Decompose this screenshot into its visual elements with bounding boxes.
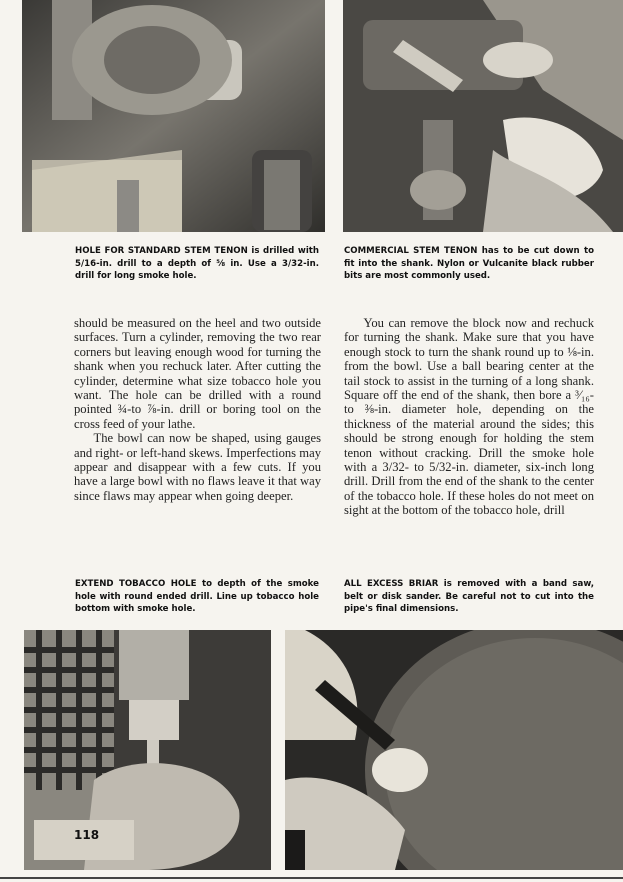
photo-drill-press xyxy=(24,630,271,870)
caption-extend-tobacco-hole: EXTEND TOBACCO HOLE to depth of the smoke hole with round ended drill. Line up tobacco hole bottom with smoke hole. xyxy=(75,579,319,615)
page-number: 118 xyxy=(74,828,100,842)
caption-all-excess-briar: ALL EXCESS BRIAR is removed with a band saw, belt or disk sander. Be careful not to cut into the pipe's final dimensions. xyxy=(344,579,594,615)
body-left-paragraph-1: should be measured on the heel and two outside surfaces. Turn a cylinder, removing the two rear corners but leaving enough wood for turning the shank when you rechuck later. After cutting the cylinder, determine what size tobacco hole you want. The hole can be drilled with a round pointed ¾-to ⅞-in. drill or boring tool on the cross feed of your lathe. xyxy=(74,316,321,431)
body-column-left xyxy=(74,316,321,503)
body-left-paragraph-2: The bowl can now be shaped, using gauges and right- or left-hand skews. Imperfections may appear and disappear with a few cuts. If you have a large bowl with no flaws leave it that way since flaws may appear when going deeper. xyxy=(74,431,321,503)
caption-hole-for-stem-tenon: HOLE FOR STANDARD STEM TENON is drilled with 5/16-in. drill to a depth of ⅝ in. Use a 3/32-in. drill for long smoke hole. xyxy=(75,246,319,282)
bottom-rule xyxy=(0,877,623,879)
photo-disk-sander xyxy=(285,630,623,870)
body-column-right xyxy=(344,316,594,518)
photo-stem-tenon xyxy=(343,0,623,232)
body-right-paragraph-1: You can remove the block now and rechuck for turning the shank. Make sure that you have enough stock to turn the shank round up to ⅛-in. from the bowl. Use a ball bearing center at the tail stock to assist in the turning of a long shank. Square off the end of the shank, then bore a ³⁄₁₆- to ⅜-in. diameter hole, depending on the thickness of the material around the sides; this should be strong enough for holding the stem tenon without cracking. Drill the smoke hole with a 3/32- to 5/32-in. diameter, six-inch long drill. Drill from the end of the shank to the center of the tobacco hole. If these holes do not meet on sight at the bottom of the tobacco hole, drill xyxy=(344,316,594,518)
caption-commercial-stem-tenon: COMMERCIAL STEM TENON has to be cut down to fit into the shank. Nylon or Vulcanite black rubber bits are most commonly used. xyxy=(344,246,594,282)
photo-lathe-drilling xyxy=(22,0,325,232)
